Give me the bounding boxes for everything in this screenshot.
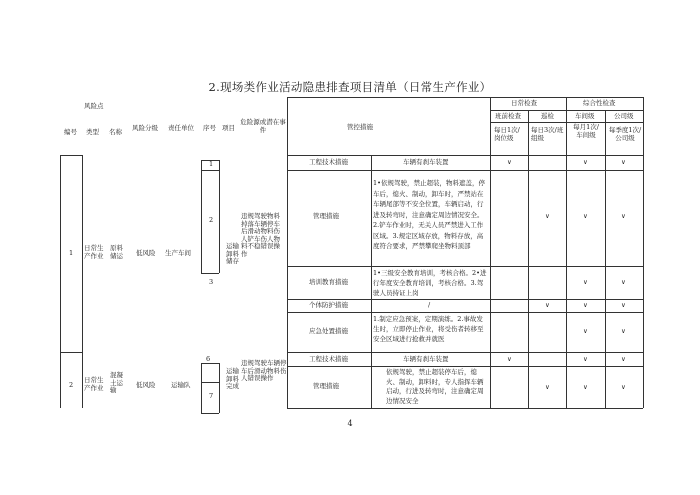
row-unit: 运输队 [171,381,191,389]
control-type: 个体防护措施 [309,301,348,309]
check-mark: ∨ [507,158,512,166]
workshop-level-header: 车间级 [575,112,595,120]
check-mark: ∨ [621,278,626,286]
page-title: 2.现场类作业活动隐患排查项目清单（日常生产作业） [208,80,492,94]
row-hazard: 违规驾驶物料掉落车辆停车后滑动物料伤人铲车伤人物料不稳错误操作 [241,212,280,258]
control-content: 依规驾驶，禁止超装停车后，熄火、制动，卸料时，专人指挥车辆启动，行进及转弯时，注意确定周边情况安全 [386,368,484,405]
row-number: 2 [69,381,74,389]
workshop-frequency: 每月1次/车间级 [573,123,599,139]
check-mark: ∨ [621,212,626,220]
row-seq: 1 [209,160,214,168]
check-mark: ∨ [545,383,550,391]
row-hazard: 违规驾驶车辆停车后滑动物料伤人错误操作 [241,359,287,382]
control-type: 应急处置措施 [309,327,348,335]
control-type: 管理措施 [313,212,339,220]
check-mark: ∨ [545,301,550,309]
check-mark: ∨ [507,355,512,363]
check-mark: ∨ [583,158,588,166]
check-mark: ∨ [621,355,626,363]
shift-before-frequency: 每日1次/岗位级 [494,126,520,142]
check-mark: ∨ [621,327,626,335]
responsible-unit-header: 责任单位 [168,124,194,132]
control-type: 工程技术措施 [309,355,348,363]
row-name: 原料储运 [110,244,123,260]
seq-header: 序号 [203,124,216,132]
row-seq: 2 [209,216,214,224]
item-header: 项目 [222,124,235,132]
control-type: 管理措施 [313,382,339,390]
control-type: 培训教育措施 [309,278,348,286]
daily-check-header: 日常检查 [511,99,537,107]
row-unit: 生产车间 [165,249,191,257]
check-mark: ∨ [621,158,626,166]
row-type: 日常生产作业 [84,376,104,392]
patrol-frequency: 每日3次/班组级 [531,126,564,142]
row-name: 混凝土运输 [110,371,123,394]
check-mark: ∨ [621,301,626,309]
control-content: 车辆有刹车装置 [403,355,449,363]
check-mark: ∨ [583,355,588,363]
comprehensive-check-header: 综合性检查 [583,99,616,107]
check-mark: ∨ [545,212,550,220]
row-seq: 3 [209,278,214,286]
company-frequency: 每季度1次/公司级 [608,126,642,142]
control-content: 车辆有刹车装置 [403,158,449,166]
row-seq: 7 [209,392,214,400]
row-item: 运输卸料储存 [226,242,239,265]
control-type: 工程技术措施 [309,158,348,166]
page-number: 4 [347,419,353,428]
control-content: / [428,301,431,309]
row-type: 日常生产作业 [84,244,104,260]
risk-level-header: 风险分级 [132,124,158,132]
check-mark: ∨ [583,278,588,286]
row-number: 1 [69,249,74,257]
type-header: 类型 [86,128,99,136]
control-content: 1•依规驾驶，禁止超装，物料遮盖，停车后，熄火、制动，卸车时，严禁站在车辆尾部等不安全位置，车辆启动，行进及转弯时，注意确定周边情况安全。2.铲车作业时，无关人员严禁进入工作区域。3.规定区域存放，物料存放，高度符合要求，严禁攀爬坐物料顶部 [373,179,485,250]
check-mark: ∨ [583,212,588,220]
hazard-header: 危险源或潜在事件 [240,118,286,134]
company-level-header: 公司级 [614,112,634,120]
control-content: 1.制定应急预案，定期演练。2.事故发生时，立即停止作业，将受伤者转移至安全区域进行抢救并就医 [373,315,484,343]
risk-point-header: 风险点 [84,102,104,110]
row-risk-level: 低风险 [136,249,156,257]
no-header: 编号 [64,128,77,136]
row-seq: 6 [206,355,211,363]
check-mark: ∨ [583,301,588,309]
row-item: 运输卸料完成 [226,367,239,390]
control-header: 管控措施 [347,123,373,131]
row-risk-level: 低风险 [136,381,156,389]
check-mark: ∨ [583,327,588,335]
patrol-header: 巡检 [541,112,554,120]
name-header: 名称 [109,128,122,136]
check-mark: ∨ [583,383,588,391]
shift-before-header: 班前检查 [495,112,521,120]
check-mark: ∨ [621,383,626,391]
control-content: 1•三级安全教育培训，考核合格。2•进行年度安全教育培训，考核合格。3.驾驶人员持证上岗 [373,269,487,297]
